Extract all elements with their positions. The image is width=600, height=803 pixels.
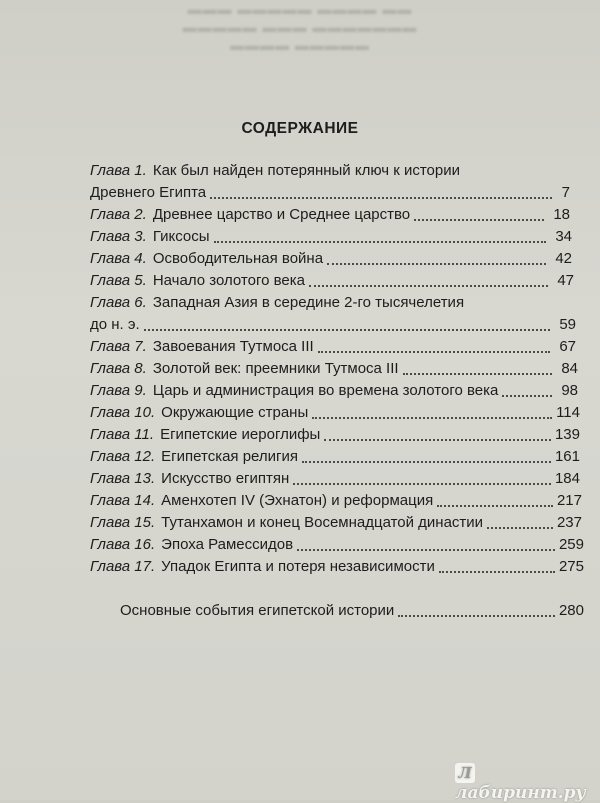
labirint-watermark [455,762,600,803]
dot-leader [502,395,552,397]
dot-leader [302,461,551,463]
toc-appendix[interactable] [120,600,584,622]
page-number: 217 [556,492,582,509]
chapter-title: Эпоха Рамессидов [161,536,294,553]
labirint-logo-icon: Л [455,763,475,783]
chapter-title: Упадок Египта и потеря независимости [161,558,435,575]
page-number: 114 [556,404,580,421]
page-number: 18 [553,206,570,223]
chapter-number: Глава 16. [90,536,156,553]
page-number: 34 [555,228,572,245]
toc-entry-9[interactable] [90,380,578,402]
toc-entry-1-line-2[interactable] [90,182,570,204]
dot-leader [210,197,552,199]
toc-entry-15[interactable] [90,512,582,534]
page-number: 42 [555,250,572,267]
chapter-title: Западная Азия в середине 2-го тысячелетия [152,294,465,311]
page-number: 161 [554,448,580,465]
chapter-title: Начало золотого века [152,272,305,289]
dot-leader [144,329,550,331]
chapter-number: Глава 11. [90,426,155,443]
toc-entry-7[interactable] [90,336,576,358]
chapter-number: Глава 7. [90,338,147,355]
chapter-title: Окружающие страны [161,404,309,421]
dot-leader [439,571,555,573]
chapter-title: Как был найден потерянный ключ к истории [152,162,460,179]
dot-leader [324,439,551,441]
chapter-number: Глава 1. [90,162,147,179]
page-title: СОДЕРЖАНИЕ [241,120,359,137]
toc-entry-11[interactable] [90,424,580,446]
page-number: 7 [561,184,570,201]
toc-entry-14[interactable] [90,490,582,512]
page-number: 275 [558,558,584,575]
dot-leader [398,615,555,617]
watermark-text: лабиринт.ру [455,782,586,803]
chapter-number: Глава 2. [90,206,147,223]
dot-leader [327,263,546,265]
chapter-number: Глава 6. [90,294,147,311]
toc-entry-3[interactable] [90,226,572,248]
chapter-number: Глава 17. [90,558,156,575]
chapter-title: Египетская религия [161,448,299,465]
toc-entry-13[interactable] [90,468,580,490]
chapter-title: Искусство египтян [161,470,290,487]
toc-entry-1-line-1[interactable] [90,160,510,182]
chapter-title: Древнее царство и Среднее царство [152,206,411,223]
chapter-title-continued: Древнего Египта [90,184,207,201]
chapter-title: Золотой век: преемники Тутмоса III [152,360,399,377]
dot-leader [214,241,546,243]
chapter-number: Глава 8. [90,360,147,377]
chapter-number: Глава 3. [90,228,147,245]
appendix-title: Основные события египетской истории [120,602,395,619]
toc-entry-12[interactable] [90,446,580,468]
toc-entry-8[interactable] [90,358,578,380]
chapter-number: Глава 9. [90,382,147,399]
chapter-title: Царь и администрация во времена золотого века [152,382,499,399]
chapter-title: Египетские иероглифы [160,426,321,443]
page-number: 84 [561,360,578,377]
dot-leader [309,285,548,287]
dot-leader [293,483,551,485]
toc-entry-4[interactable] [90,248,572,270]
chapter-number: Глава 13. [90,470,156,487]
page-number: 139 [554,426,580,443]
chapter-title: Завоевания Тутмоса III [152,338,314,355]
chapter-number: Глава 14. [90,492,156,509]
dot-leader [312,417,552,419]
toc-entry-10[interactable] [90,402,580,424]
dot-leader [297,549,555,551]
toc-entry-6-line-2[interactable] [90,314,576,336]
page-number: 67 [559,338,576,355]
chapter-title: Гиксосы [152,228,210,245]
page-number: 184 [554,470,580,487]
chapter-number: Глава 4. [90,250,147,267]
page-number: 59 [559,316,576,333]
page-number: 259 [558,536,584,553]
toc-entry-16[interactable] [90,534,584,556]
toc-entry-5[interactable] [90,270,574,292]
dot-leader [403,373,552,375]
page-number: 98 [561,382,578,399]
chapter-title: Тутанхамон и конец Восемнадцатой династии [161,514,484,531]
dot-leader [318,351,550,353]
chapter-number: Глава 12. [90,448,156,465]
chapter-title: Аменхотеп IV (Эхнатон) и реформация [161,492,434,509]
toc-entry-17[interactable] [90,556,584,578]
toc-entry-2[interactable] [90,204,570,226]
page-number: 47 [557,272,574,289]
chapter-title-continued: до н. э. [90,316,140,333]
page-number: 237 [556,514,582,531]
dot-leader [414,219,544,221]
page-number: 280 [558,602,584,619]
dot-leader [437,505,553,507]
chapter-number: Глава 15. [90,514,156,531]
chapter-title: Освободительная война [152,250,324,267]
chapter-number: Глава 5. [90,272,147,289]
dot-leader [487,527,553,529]
toc-entry-6-line-1[interactable] [90,292,520,314]
show-through-text: ▬▬▬ ▬▬▬▬▬ ▬▬▬▬ ▬▬ ▬▬▬▬▬ ▬▬▬ ▬▬▬▬▬▬▬ ▬▬▬▬ ▬▬▬▬▬ [182,1,418,53]
chapter-number: Глава 10. [90,404,156,421]
